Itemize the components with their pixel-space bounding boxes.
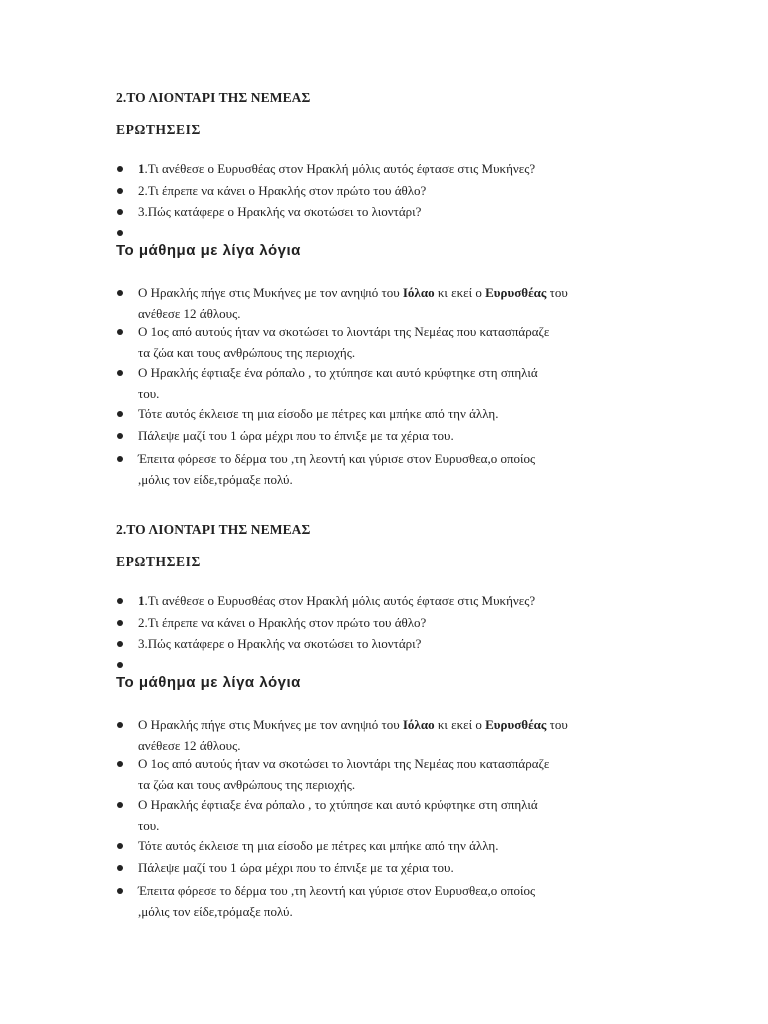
summary-heading: Το μάθημα με λίγα λόγια [116,674,301,691]
summary-text: ,μόλις τον είδε,τρόμαξε πολύ. [138,472,293,487]
question-item-3 [116,633,656,654]
question-item-2 [116,612,656,633]
question-item-1 [116,158,656,179]
question-item-1 [116,590,656,611]
summary-text: Ο Ηρακλής έφτιαξε ένα ρόπαλο , το χτύπησε και αυτό κρύφτηκε στη σπηλιά [138,797,538,812]
summary-text: κι εκεί ο [434,285,486,300]
summary-item-3 [116,362,656,404]
summary-text: του [546,285,568,300]
summary-text: Πάλεψε μαζί του 1 ώρα μέχρι που το έπνιξε με τα χέρια του. [138,860,454,875]
name-iolaos: Ιόλαο [402,285,435,300]
summary-item-4 [116,403,656,424]
question-text: .Τι ανέθεσε ο Ευρυσθέας στον Ηρακλή μόλις αυτός έφτασε στις Μυκήνες? [144,161,536,176]
question-text: 2.Τι έπρεπε να κάνει ο Ηρακλής στον πρώτο του άθλο? [138,615,427,630]
summary-text: ,μόλις τον είδε,τρόμαξε πολύ. [138,904,293,919]
summary-item-2 [116,321,656,363]
summary-item-6 [116,448,656,490]
summary-item-1 [116,282,656,324]
summary-text: Πάλεψε μαζί του 1 ώρα μέχρι που το έπνιξε με τα χέρια του. [138,428,454,443]
question-item-empty [116,654,656,675]
question-text: 3.Πώς κατάφερε ο Ηρακλής να σκοτώσει το λιοντάρι? [138,204,422,219]
summary-text: Τότε αυτός έκλεισε τη μια είσοδο με πέτρες και μπήκε από την άλλη. [138,406,499,421]
summary-text: τα ζώα και τους ανθρώπους της περιοχής. [138,777,356,792]
summary-text: Έπειτα φόρεσε το δέρμα του ,τη λεοντή και γύρισε στον Ευρυσθεα,ο οποίος [138,883,536,898]
summary-item-6 [116,880,656,922]
question-number: 1 [138,593,145,608]
name-iolaos: Ιόλαο [402,717,435,732]
summary-text: του. [138,818,160,833]
summary-text: Ο 1ος από αυτούς ήταν να σκοτώσει το λιοντάρι της Νεμέας που κατασπάραζε [138,324,550,339]
lesson-title: 2.ΤΟ ΛΙΟΝΤΑΡΙ ΤΗΣ ΝΕΜΕΑΣ [116,522,311,537]
summary-heading: Το μάθημα με λίγα λόγια [116,242,301,259]
question-item-empty [116,222,656,243]
lesson-title: 2.ΤΟ ΛΙΟΝΤΑΡΙ ΤΗΣ ΝΕΜΕΑΣ [116,90,311,105]
name-eurystheus: Ευρυσθέας [485,285,547,300]
question-number: 1 [138,161,145,176]
summary-text: Έπειτα φόρεσε το δέρμα του ,τη λεοντή και γύρισε στον Ευρυσθεα,ο οποίος [138,451,536,466]
summary-item-1 [116,714,656,756]
question-text: 2.Τι έπρεπε να κάνει ο Ηρακλής στον πρώτο του άθλο? [138,183,427,198]
summary-item-2 [116,753,656,795]
summary-item-4 [116,835,656,856]
summary-item-5 [116,425,656,446]
summary-item-3 [116,794,656,836]
name-eurystheus: Ευρυσθέας [485,717,547,732]
summary-text: τα ζώα και τους ανθρώπους της περιοχής. [138,345,356,360]
question-item-3 [116,201,656,222]
questions-heading: ΕΡΩΤΗΣΕΙΣ [116,122,201,137]
question-item-2 [116,180,656,201]
summary-item-5 [116,857,656,878]
summary-text: ανέθεσε 12 άθλους. [138,738,241,753]
summary-text: κι εκεί ο [434,717,486,732]
summary-text: του [546,717,568,732]
question-text: .Τι ανέθεσε ο Ευρυσθέας στον Ηρακλή μόλις αυτός έφτασε στις Μυκήνες? [144,593,536,608]
summary-text: Ο 1ος από αυτούς ήταν να σκοτώσει το λιοντάρι της Νεμέας που κατασπάραζε [138,756,550,771]
summary-text: Τότε αυτός έκλεισε τη μια είσοδο με πέτρες και μπήκε από την άλλη. [138,838,499,853]
summary-text: του. [138,386,160,401]
summary-text: ανέθεσε 12 άθλους. [138,306,241,321]
summary-text: Ο Ηρακλής πήγε στις Μυκήνες με τον ανηψιό του [138,717,403,732]
summary-text: Ο Ηρακλής έφτιαξε ένα ρόπαλο , το χτύπησε και αυτό κρύφτηκε στη σπηλιά [138,365,538,380]
questions-heading: ΕΡΩΤΗΣΕΙΣ [116,554,201,569]
question-text: 3.Πώς κατάφερε ο Ηρακλής να σκοτώσει το λιοντάρι? [138,636,422,651]
summary-text: Ο Ηρακλής πήγε στις Μυκήνες με τον ανηψιό του [138,285,403,300]
